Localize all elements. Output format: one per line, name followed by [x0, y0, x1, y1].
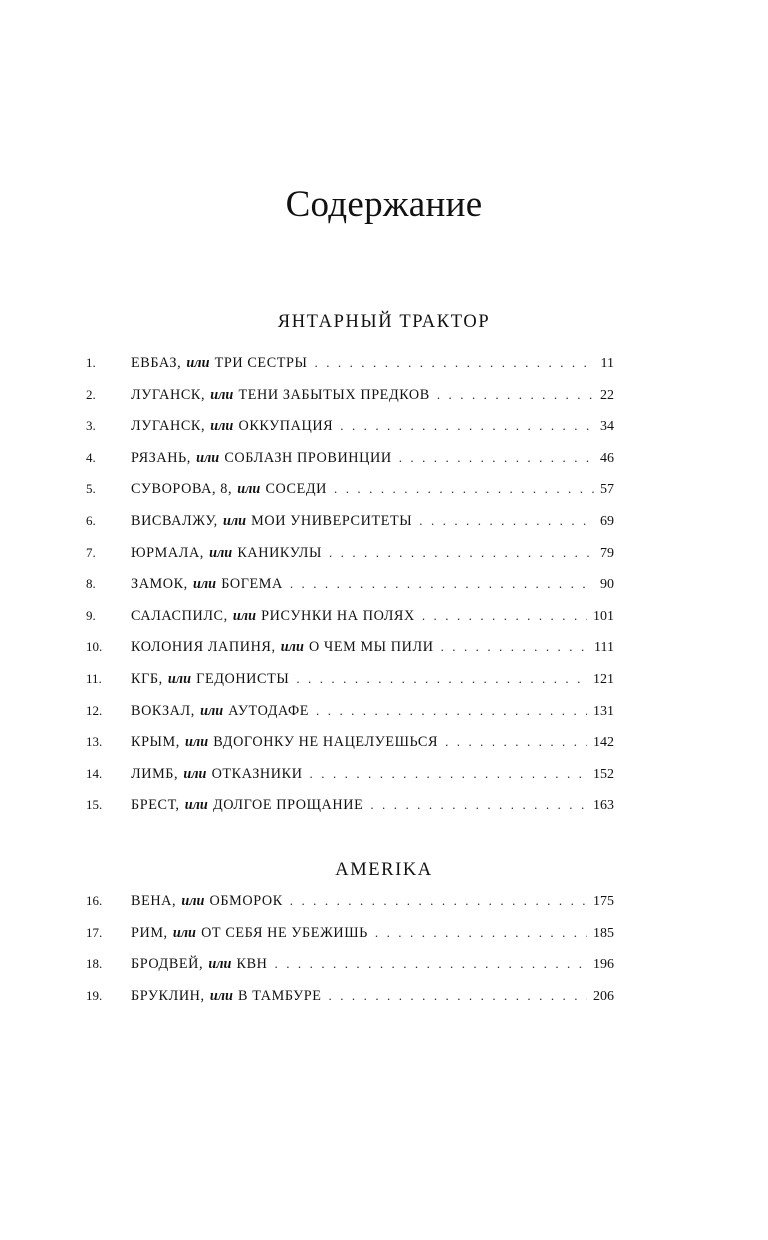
toc-entry	[86, 734, 614, 756]
part-heading-amerika: AMERIKA	[335, 860, 433, 881]
dot-leader	[290, 893, 587, 909]
chapter-subtitle: РИСУНКИ НА ПОЛЯХ	[261, 607, 415, 624]
page-number: 22	[600, 387, 614, 403]
chapter-title	[131, 956, 268, 973]
chapter-conjunction: или	[183, 765, 207, 782]
page-number: 142	[593, 735, 614, 751]
chapter-subtitle: БОГЕМА	[221, 576, 283, 593]
dot-leader	[275, 956, 587, 972]
page-number: 57	[600, 482, 614, 498]
dot-leader	[419, 513, 594, 529]
chapter-title	[131, 387, 430, 404]
toc-entry	[86, 576, 614, 598]
chapter-title	[131, 703, 309, 720]
chapter-conjunction: или	[222, 513, 247, 529]
chapter-number: 9.	[86, 607, 96, 623]
chapter-conjunction: или	[181, 893, 205, 909]
chapter-place: КОЛОНИЯ ЛАПИНЯ,	[131, 639, 276, 656]
page-number: 34	[600, 419, 614, 435]
page-number: 69	[600, 514, 614, 529]
chapter-subtitle: ГЕДОНИСТЫ	[196, 671, 290, 687]
dot-leader	[340, 418, 594, 434]
chapter-place: ВИСВАЛЖУ,	[131, 513, 218, 529]
toc-entry	[86, 545, 614, 567]
chapter-number: 13.	[86, 734, 103, 750]
chapter-number: 8.	[86, 576, 96, 592]
chapter-subtitle: О ЧЕМ МЫ ПИЛИ	[309, 639, 434, 656]
dot-leader	[441, 639, 588, 655]
chapter-number: 18.	[86, 956, 103, 972]
chapter-subtitle: КВН	[236, 956, 268, 973]
page-number: 196	[593, 957, 614, 973]
chapter-conjunction: или	[196, 449, 220, 466]
toc-entry	[86, 925, 614, 947]
chapter-number: 15.	[86, 797, 103, 813]
chapter-title	[131, 513, 412, 530]
chapter-conjunction: или	[186, 355, 210, 371]
dot-leader	[422, 608, 587, 624]
chapter-subtitle: МОИ УНИВЕРСИТЕТЫ	[251, 513, 413, 529]
chapter-place: ВОКЗАЛ,	[131, 702, 195, 719]
chapter-number: 1.	[86, 355, 96, 370]
toc-entry	[86, 481, 614, 503]
chapter-title	[131, 639, 434, 656]
toc-entry	[86, 387, 614, 409]
page-number: 101	[593, 608, 614, 624]
chapter-number: 11.	[86, 671, 102, 686]
toc-entry	[86, 355, 614, 377]
chapter-place: СУВОРОВА, 8,	[131, 481, 233, 498]
chapter-subtitle: ОККУПАЦИЯ	[238, 418, 334, 435]
chapter-subtitle: ВДОГОНКУ НЕ НАЦЕЛУЕШЬСЯ	[213, 734, 439, 751]
toc-entry	[86, 608, 614, 630]
page-number: 79	[600, 545, 614, 561]
chapter-conjunction: или	[172, 924, 196, 941]
chapter-subtitle: КАНИКУЛЫ	[237, 544, 322, 561]
page-number: 206	[593, 988, 614, 1004]
chapter-conjunction: или	[209, 987, 233, 1004]
toc-entry	[86, 797, 614, 819]
toc-entry	[86, 513, 614, 535]
page-number: 11	[600, 356, 614, 371]
chapter-conjunction: или	[192, 576, 217, 593]
chapter-title	[131, 450, 392, 467]
chapter-place: РИМ,	[131, 924, 168, 941]
dot-leader	[310, 766, 587, 782]
chapter-title	[131, 893, 283, 910]
toc-entry	[86, 703, 614, 725]
chapter-place: КРЫМ,	[131, 734, 180, 751]
toc-entry	[86, 639, 614, 661]
chapter-number: 4.	[86, 449, 96, 465]
dot-leader	[315, 355, 595, 371]
chapter-conjunction: или	[210, 386, 234, 403]
chapter-number: 12.	[86, 702, 103, 718]
chapter-place: ЕВБАЗ,	[131, 355, 182, 371]
chapter-place: ЛУГАНСК,	[131, 418, 206, 435]
chapter-conjunction: или	[232, 607, 256, 624]
toc-entry	[86, 418, 614, 440]
chapter-number: 3.	[86, 418, 96, 434]
chapter-number: 6.	[86, 513, 96, 528]
chapter-place: РЯЗАНЬ,	[131, 449, 191, 466]
dot-leader	[329, 545, 594, 561]
chapter-place: БРЕСТ,	[131, 797, 180, 814]
toc-entry	[86, 450, 614, 472]
chapter-subtitle: ОБМОРОК	[209, 893, 283, 909]
chapter-subtitle: АУТОДАФЕ	[228, 702, 310, 719]
dot-leader	[445, 734, 587, 750]
chapter-conjunction: или	[208, 956, 232, 973]
chapter-conjunction: или	[184, 797, 208, 814]
dot-leader	[375, 925, 587, 941]
chapter-place: КГБ,	[131, 671, 163, 687]
page-number: 163	[593, 798, 614, 814]
toc-entry	[86, 956, 614, 978]
chapter-number: 5.	[86, 481, 96, 497]
chapter-title	[131, 545, 322, 562]
chapter-subtitle: СОБЛАЗН ПРОВИНЦИИ	[224, 449, 392, 466]
chapter-conjunction: или	[237, 481, 261, 498]
chapter-subtitle: ОТКАЗНИКИ	[211, 765, 303, 782]
chapter-title	[131, 734, 438, 751]
chapter-place: ВЕНА,	[131, 893, 177, 909]
page-number: 121	[593, 672, 614, 687]
chapter-place: ЛУГАНСК,	[131, 386, 206, 403]
chapter-place: БРОДВЕЙ,	[131, 956, 204, 973]
dot-leader	[290, 576, 594, 592]
chapter-title	[131, 418, 333, 435]
chapter-title	[131, 797, 363, 814]
chapter-subtitle: ДОЛГОЕ ПРОЩАНИЕ	[212, 797, 364, 814]
dot-leader	[370, 797, 587, 813]
chapter-title	[131, 925, 368, 942]
chapter-conjunction: или	[210, 418, 234, 435]
chapter-conjunction: или	[280, 639, 304, 656]
page-number: 46	[600, 450, 614, 466]
page-number: 111	[594, 640, 614, 656]
chapter-number: 10.	[86, 639, 103, 655]
page-number: 131	[593, 703, 614, 719]
chapter-place: ЮРМАЛА,	[131, 544, 204, 561]
dot-leader	[316, 703, 587, 719]
chapter-subtitle: ТРИ СЕСТРЫ	[214, 355, 308, 371]
toc-entry	[86, 893, 614, 915]
chapter-title	[131, 355, 308, 372]
chapter-title	[131, 766, 303, 783]
chapter-title	[131, 988, 322, 1005]
page-number: 175	[593, 894, 614, 909]
dot-leader	[329, 988, 587, 1004]
dot-leader	[334, 481, 594, 497]
chapter-number: 2.	[86, 386, 96, 402]
chapter-place: ЗАМОК,	[131, 576, 188, 593]
chapter-conjunction: или	[167, 671, 191, 687]
chapter-number: 14.	[86, 765, 103, 781]
chapter-place: БРУКЛИН,	[131, 987, 205, 1004]
toc-entry	[86, 671, 614, 693]
dot-leader	[296, 671, 587, 687]
chapter-place: САЛАСПИЛС,	[131, 607, 228, 624]
chapter-number: 7.	[86, 544, 96, 560]
chapter-subtitle: ОТ СЕБЯ НЕ УБЕЖИШЬ	[201, 924, 368, 941]
dot-leader	[399, 450, 594, 466]
page-number: 152	[593, 766, 614, 782]
page-title: Содержание	[285, 183, 483, 225]
chapter-title	[131, 671, 289, 688]
chapter-conjunction: или	[185, 734, 209, 751]
chapter-subtitle: В ТАМБУРЕ	[238, 987, 322, 1004]
chapter-number: 17.	[86, 924, 103, 940]
toc-entry	[86, 988, 614, 1010]
chapter-number: 19.	[86, 987, 103, 1003]
toc-entry	[86, 766, 614, 788]
page-number: 185	[593, 925, 614, 941]
chapter-number: 16.	[86, 893, 103, 908]
chapter-title	[131, 481, 327, 498]
chapter-conjunction: или	[209, 544, 233, 561]
chapter-title	[131, 576, 283, 593]
chapter-subtitle: СОСЕДИ	[265, 481, 328, 498]
dot-leader	[437, 387, 594, 403]
chapter-conjunction: или	[200, 702, 224, 719]
page-number: 90	[600, 577, 614, 593]
chapter-subtitle: ТЕНИ ЗАБЫТЫХ ПРЕДКОВ	[238, 386, 430, 403]
chapter-title	[131, 608, 415, 625]
part-heading-amber-tractor: ЯНТАРНЫЙ ТРАКТОР	[277, 312, 491, 333]
chapter-place: ЛИМБ,	[131, 765, 179, 782]
